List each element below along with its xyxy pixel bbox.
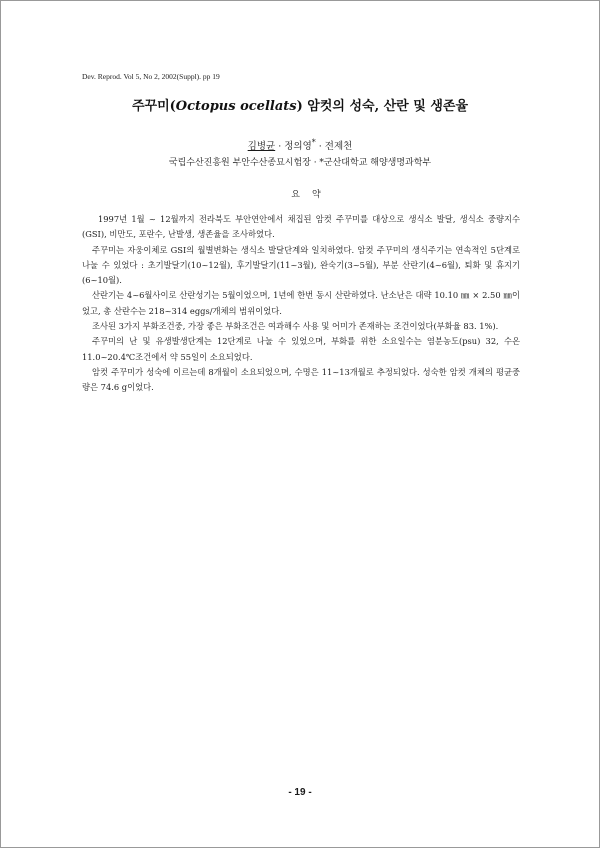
author-list	[0, 138, 600, 152]
title-suffix: ) 암컷의 성숙, 산란 및 생존율	[296, 99, 469, 114]
title-prefix: 주꾸미(	[131, 99, 176, 114]
abstract-paragraph: 산란기는 4~6월사이로 산란성기는 5월이었으며, 1년에 한번 동시 산란하였다. 난소난은 대략 10.10 ㎜ × 2.50 ㎜이었고, 총 산란수는 218~314 eggs/개체의 범위이었다.	[82, 290, 520, 316]
paper-title	[0, 95, 600, 114]
title-species: Octopus ocellats	[175, 99, 297, 114]
journal-reference: Dev. Reprod. Vol 5, No 2, 2002(Suppl). pp 19	[82, 72, 220, 81]
abstract-paragraph: 주꾸미의 난 및 유생발생단계는 12단계로 나눌 수 있었으며, 부화를 위한 소요일수는 염분농도(psu) 32, 수온 11.0~20.4℃조건에서 약 55일이 소요되었다.	[82, 336, 520, 362]
affiliations: 국립수산진흥원 부안수산종묘시험장 · *군산대학교 해양생명과학부	[168, 158, 432, 168]
page-number: - 19 -	[288, 787, 312, 798]
author-first: 김병균	[247, 141, 276, 153]
author-third: · 전제천	[315, 141, 353, 153]
abstract-paragraph: 암컷 주꾸미가 성숙에 이르는데 8개월이 소요되었으며, 수명은 11~13개월로 추정되었다. 성숙한 암컷 개체의 평균중량은 74.6 g이었다.	[82, 366, 520, 393]
author-second: · 정의영	[275, 141, 312, 153]
abstract-heading: 요약	[291, 190, 333, 200]
abstract-paragraph: 1997년 1월 ~ 12월까지 전라북도 부안연안에서 채집된 암컷 주꾸미를 대상으로 생식소 발달, 생식소 중량지수(GSI), 비만도, 포란수, 난발생, 생존율을 조사하였다.	[82, 214, 520, 240]
abstract-body	[82, 212, 520, 396]
abstract-paragraph: 주꾸미는 자웅이체로 GSI의 월별변화는 생식소 발달단계와 일치하였다. 암컷 주꾸미의 생식주기는 연속적인 5단계로 나눌 수 있었다 : 초기발달기(10~12월), 후기발달기(11~3월), 완숙기(3~5월), 부분 산란기(4~6월), 퇴화 및 휴지기(6~10월).	[82, 244, 520, 286]
abstract-paragraph: 조사된 3가지 부화조건중, 가장 좋은 부화조건은 여과해수 사용 및 어미가 존재하는 조건이었다(부화율 83. 1%).	[92, 321, 499, 332]
affiliation-mark: *	[311, 138, 316, 147]
